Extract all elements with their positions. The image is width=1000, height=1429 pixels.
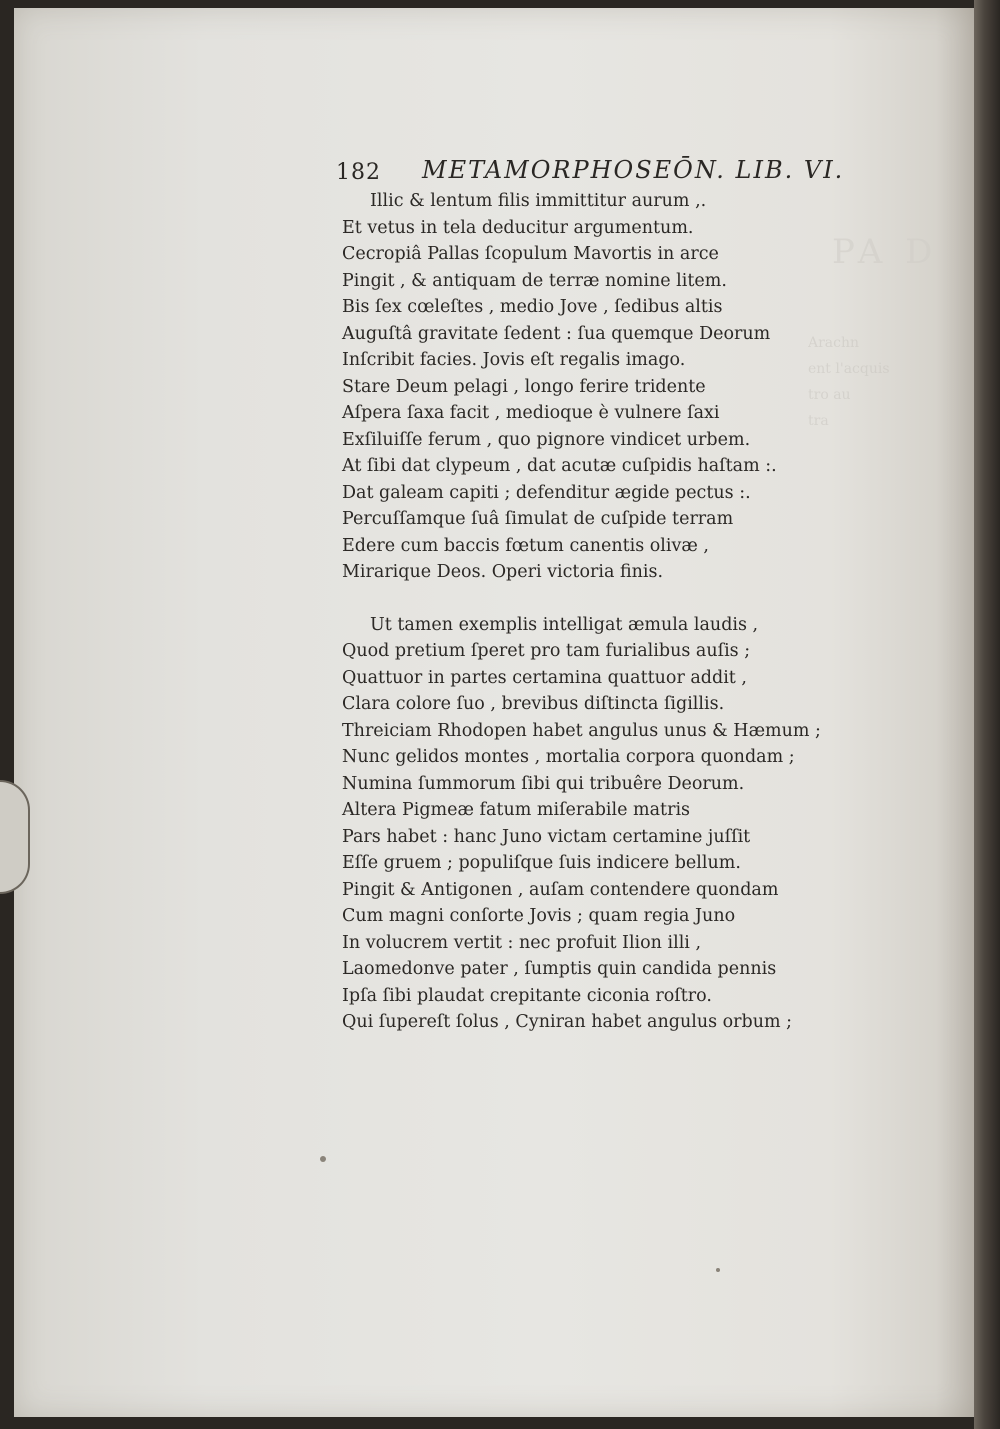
verse-line: Illic & lentum filis immittitur aurum ,. xyxy=(370,191,707,211)
ink-speck xyxy=(716,1268,720,1272)
verse-line: Nunc gelidos montes , mortalia corpora quondam ; xyxy=(342,747,795,767)
verse-line: Stare Deum pelagi , longo ferire tridente xyxy=(342,376,706,397)
stanza-1 xyxy=(342,188,842,586)
verse-line: Laomedonve pater , ſumptis quin candida pennis xyxy=(342,959,777,979)
verse-line: Dat galeam capiti ; defenditur ægide pectus :. xyxy=(342,482,751,503)
verse-line: Edere cum baccis fœtum canentis olivæ , xyxy=(342,535,709,556)
binding-clip xyxy=(0,780,30,894)
verse-line: Exſiluiſſe ferum , quo pignore vindicet urbem. xyxy=(342,429,751,450)
verse-line: Inſcribit facies. Jovis eſt regalis imago. xyxy=(342,350,686,370)
poem-text xyxy=(342,188,842,1036)
verse-line: Altera Pigmeæ fatum miſerabile matris xyxy=(342,800,691,820)
verse-line: Pingit & Antigonen , auſam contendere quondam xyxy=(342,879,779,900)
verse-line: Et vetus in tela deducitur argumentum. xyxy=(342,217,694,238)
running-title: METAMORPHOSEŌN. LIB. VI. xyxy=(422,156,845,184)
page-number: 182 xyxy=(336,160,381,185)
verse-line: Pingit , & antiquam de terræ nomine litem. xyxy=(342,270,727,291)
page-header xyxy=(336,156,856,192)
verse-line: Eſſe gruem ; populiſque ſuis indicere bellum. xyxy=(342,853,741,873)
verse-line: Quod pretium ſperet pro tam furialibus auſis ; xyxy=(342,641,751,661)
verse-line: Clara colore ſuo , brevibus diſtincta ſigillis. xyxy=(342,694,725,714)
verse-line: Pars habet : hanc Juno victam certamine juſſit xyxy=(342,826,751,847)
verse-line: Percuſſamque ſuâ ſimulat de cuſpide terram xyxy=(342,509,734,529)
verse-line: Auguſtâ gravitate ſedent : ſua quemque Deorum xyxy=(342,323,771,344)
verse-line: Numina ſummorum ſibi qui tribuêre Deorum. xyxy=(342,773,745,794)
verse-line: Aſpera ſaxa facit , medioque è vulnere ſaxi xyxy=(342,403,720,423)
verse-line: Cecropiâ Pallas ſcopulum Mavortis in arce xyxy=(342,244,719,264)
verse-line: Cum magni conſorte Jovis ; quam regia Juno xyxy=(342,906,736,926)
bleed-through-line: Arachn xyxy=(808,335,860,351)
verse-line: In volucrem vertit : nec profuit Ilion illi , xyxy=(342,932,702,953)
bleed-through-line: tro au xyxy=(808,387,851,403)
stanza-2 xyxy=(342,612,842,1036)
verse-line: Ipſa ſibi plaudat crepitante ciconia roſtro. xyxy=(342,985,712,1006)
verse-line: Ut tamen exemplis intelligat æmula laudis , xyxy=(370,614,759,635)
verse-line: At ſibi dat clypeum , dat acutæ cuſpidis haſtam :. xyxy=(342,456,777,476)
verse-line: Qui ſupereſt ſolus , Cyniran habet angulus orbum ; xyxy=(342,1012,793,1032)
bleed-through-line: tra xyxy=(808,413,829,429)
verse-line: Threiciam Rhodopen habet angulus unus & Hæmum ; xyxy=(342,720,821,741)
page-edge-shadow xyxy=(974,0,1000,1429)
bleed-through-line: ent l'acquis xyxy=(808,361,890,377)
ink-speck xyxy=(320,1156,326,1162)
verse-line: Quattuor in partes certamina quattuor addit , xyxy=(342,667,747,688)
bleed-through-heading: PA D xyxy=(832,232,939,272)
verse-line: Mirarique Deos. Operi victoria finis. xyxy=(342,562,664,582)
verse-line: Bis ſex cœleſtes , medio Jove , ſedibus altis xyxy=(342,297,723,317)
